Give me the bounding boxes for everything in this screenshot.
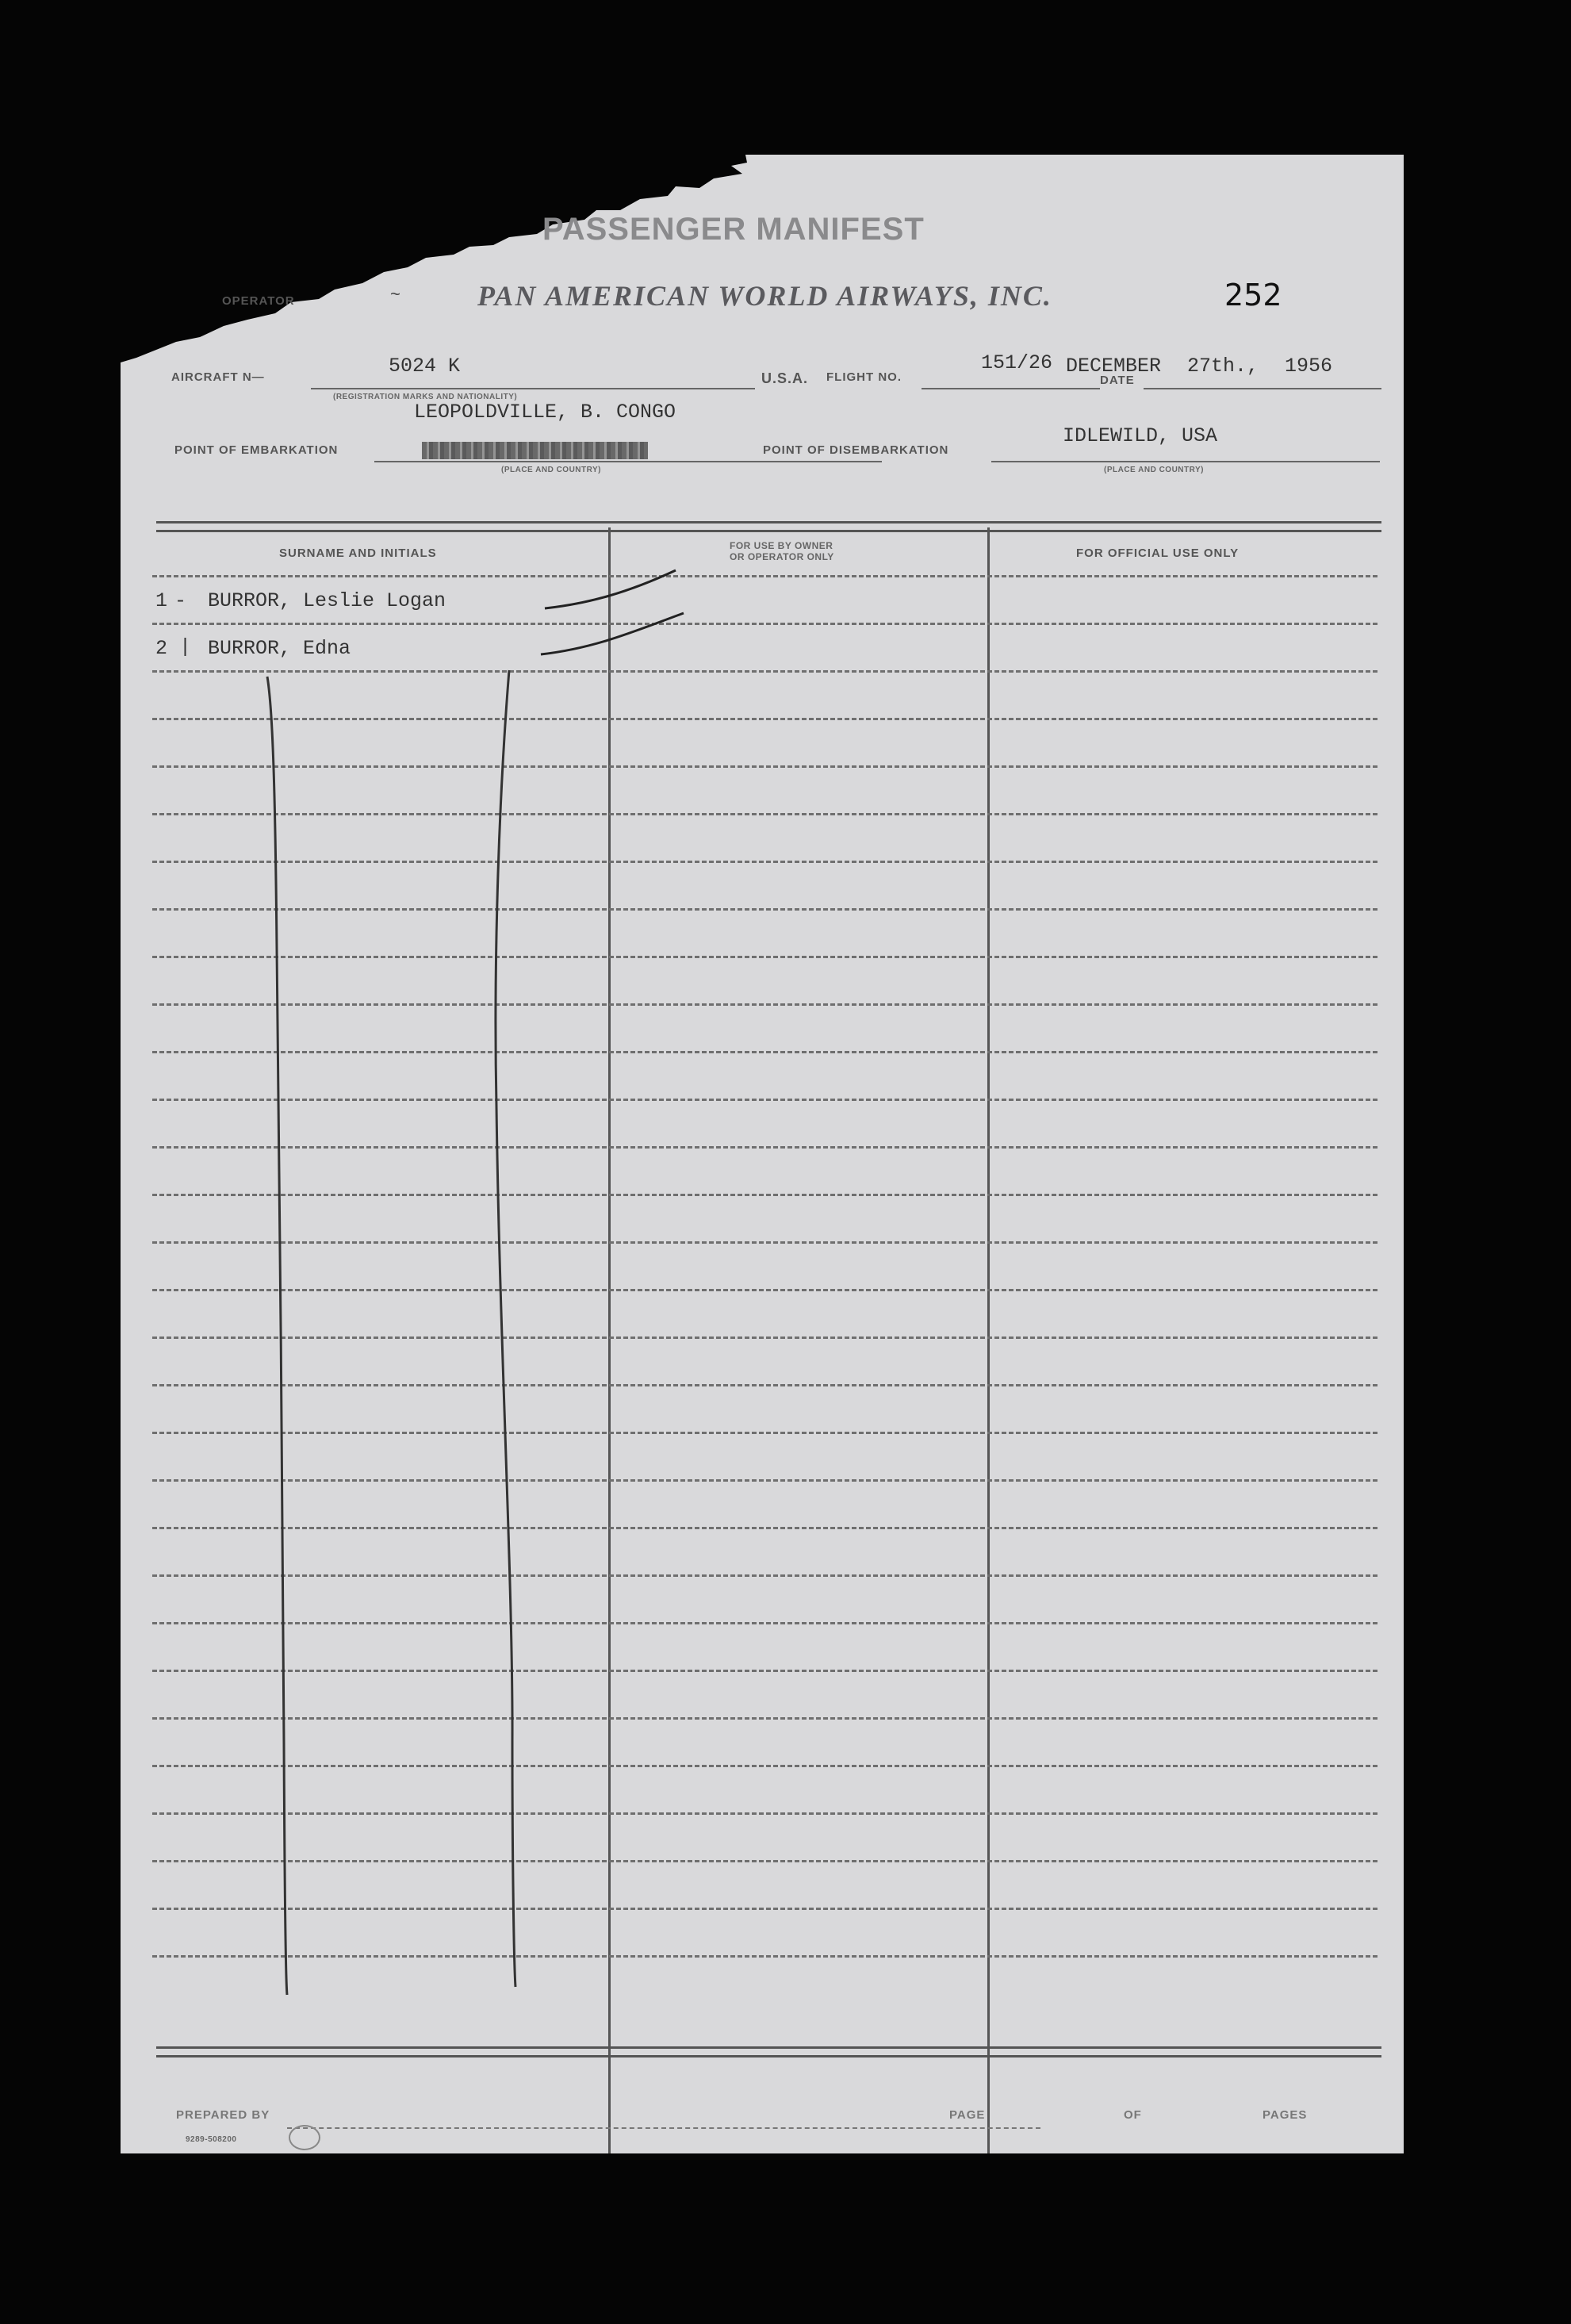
page-label: PAGE [949,2108,986,2122]
passenger-2-name: BURROR, Edna [208,637,351,660]
disembarkation-label: POINT OF DISEMBARKATION [763,443,949,457]
manifest-sheet: PASSENGER MANIFEST OPERATOR ~ PAN AMERICAN WORLD AIRWAYS, INC. 252 AIRCRAFT N— 5024 K (REGISTRATION MARKS AND NATIONALITY) U.S.A. FLIGHT NO. 151/26 DATE DECEMBER 27th., 1956 LEOPOLDVILLE, B. CONGO POINT OF EMBARKATION (PLACE AND COUNTRY) POINT OF DISEMBARKATION IDLEWILD, USA (PLACE AND COUNTRY) SURNAME AND INITIALS FOR USE BY OWNER OR OPERATOR ONLY FOR OFFICIAL USE ONLY 1 - BURROR, Leslie Logan 2 | BURROR, Edna PREPARED BY PAGE OF PAGES 9289-508200 [121,155,1404,2153]
printer-stamp [289,2125,320,2150]
table-bottom-border [156,2046,1381,2057]
document-title: PASSENGER MANIFEST [542,212,925,247]
of-label: OF [1124,2108,1142,2122]
date-value: DECEMBER 27th., 1956 [1066,355,1333,378]
usa-label: U.S.A. [761,370,809,386]
operator-label: OPERATOR [222,294,295,308]
passenger-1-number: 1 [155,589,168,612]
flight-no-label: FLIGHT NO. [826,370,902,384]
column-owner-line2: OR OPERATOR ONLY [730,551,834,562]
passenger-2-number: 2 [155,637,168,660]
registration-note: (REGISTRATION MARKS AND NATIONALITY) [333,393,518,401]
disembarkation-value: IDLEWILD, USA [1063,424,1218,447]
date-label: DATE [1100,374,1135,387]
column-surname: SURNAME AND INITIALS [279,546,437,560]
embarkation-label: POINT OF EMBARKATION [174,443,339,457]
pages-label: PAGES [1263,2108,1308,2122]
aircraft-label: AIRCRAFT N— [171,370,265,384]
disembarkation-note: (PLACE AND COUNTRY) [1104,466,1204,474]
prepared-by-label: PREPARED BY [176,2108,270,2122]
embarkation-note: (PLACE AND COUNTRY) [501,466,601,474]
column-official: FOR OFFICIAL USE ONLY [1076,546,1240,560]
aircraft-value: 5024 K [389,355,461,378]
column-owner-line1: FOR USE BY OWNER [730,540,833,551]
passenger-1-name: BURROR, Leslie Logan [208,589,446,612]
flight-no-value: 151/26 [981,351,1053,374]
operator-name: PAN AMERICAN WORLD AIRWAYS, INC. [477,280,1052,312]
handwritten-marks [121,155,1404,2153]
page-number: 252 [1224,278,1282,313]
embarkation-value: LEOPOLDVILLE, B. CONGO [414,401,676,424]
form-number: 9289-508200 [186,2135,237,2144]
